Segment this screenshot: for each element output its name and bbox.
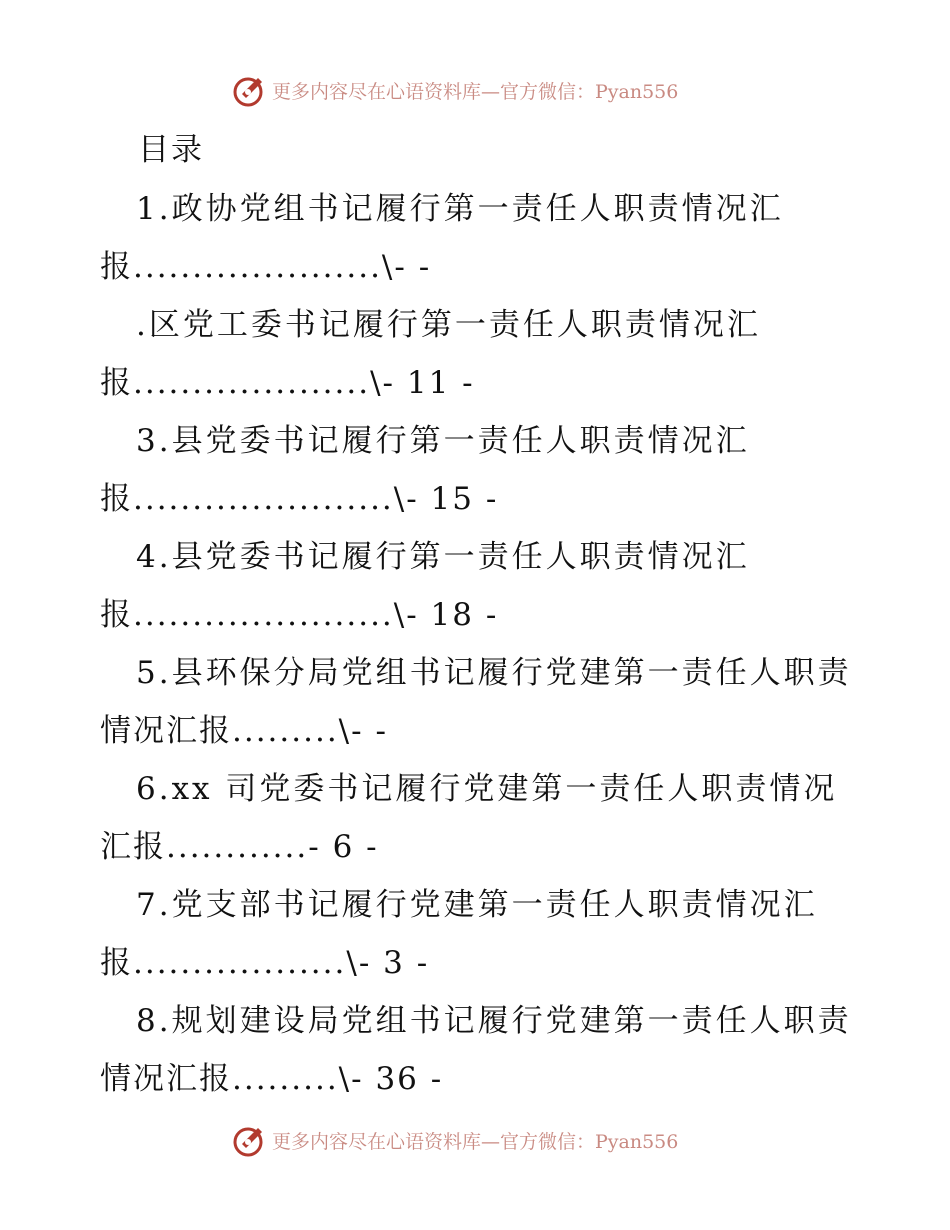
toc-entry: [0, 296, 950, 412]
toc-entry-leader: 报..................\- 3 -: [100, 945, 430, 981]
toc-list: [0, 180, 950, 1108]
banner-wechat: 官方微信：Pyan556: [500, 80, 679, 103]
toc-entry: [0, 876, 950, 992]
toc-entry-title: 1.政协党组书记履行第一责任人职责情况汇: [136, 191, 784, 227]
toc-entry-leader: 报......................\- 18 -: [100, 597, 499, 633]
toc-entry-leader: 情况汇报.........\- 36 -: [100, 1061, 444, 1097]
toc-entry-title: 3.县党委书记履行第一责任人职责情况汇: [136, 423, 750, 459]
banner-text: 更多内容尽在心语资料库—官方微信：Pyan556: [272, 1130, 679, 1153]
toc-entry-title: 5.县环保分局党组书记履行党建第一责任人职责: [136, 655, 852, 691]
toc-entry-title: 8.规划建设局党组书记履行党建第一责任人职责: [136, 1003, 852, 1039]
toc-entry: [0, 760, 950, 876]
footer-banner: [232, 1120, 752, 1160]
pen-logo-icon: [232, 72, 268, 108]
toc-entry-title: 4.县党委书记履行第一责任人职责情况汇: [136, 539, 750, 575]
toc-entry: [0, 528, 950, 644]
toc-entry: [0, 644, 950, 760]
toc-entry-title: 7.党支部书记履行党建第一责任人职责情况汇: [136, 887, 818, 923]
toc-entry-leader: 汇报............- 6 -: [100, 829, 379, 865]
toc-entry-leader: 报......................\- 15 -: [100, 481, 499, 517]
header-banner: [232, 70, 752, 110]
toc-entry: [0, 992, 950, 1108]
toc-entry: [0, 180, 950, 296]
banner-text: 更多内容尽在心语资料库—官方微信：Pyan556: [272, 80, 679, 103]
toc-entry-title: .区党工委书记履行第一责任人职责情况汇: [136, 307, 761, 343]
toc-entry-title: 6.xx 司党委书记履行党建第一责任人职责情况: [136, 771, 838, 807]
toc-entry-leader: 报....................\- 11 -: [100, 365, 475, 401]
toc-title: 目录: [138, 132, 204, 168]
toc-entry-leader: 报.....................\- -: [100, 249, 432, 285]
toc-entry-leader: 情况汇报.........\- -: [100, 713, 388, 749]
banner-wechat: 官方微信：Pyan556: [500, 1130, 679, 1153]
pen-logo-icon: [232, 1122, 268, 1158]
toc-entry: [0, 412, 950, 528]
